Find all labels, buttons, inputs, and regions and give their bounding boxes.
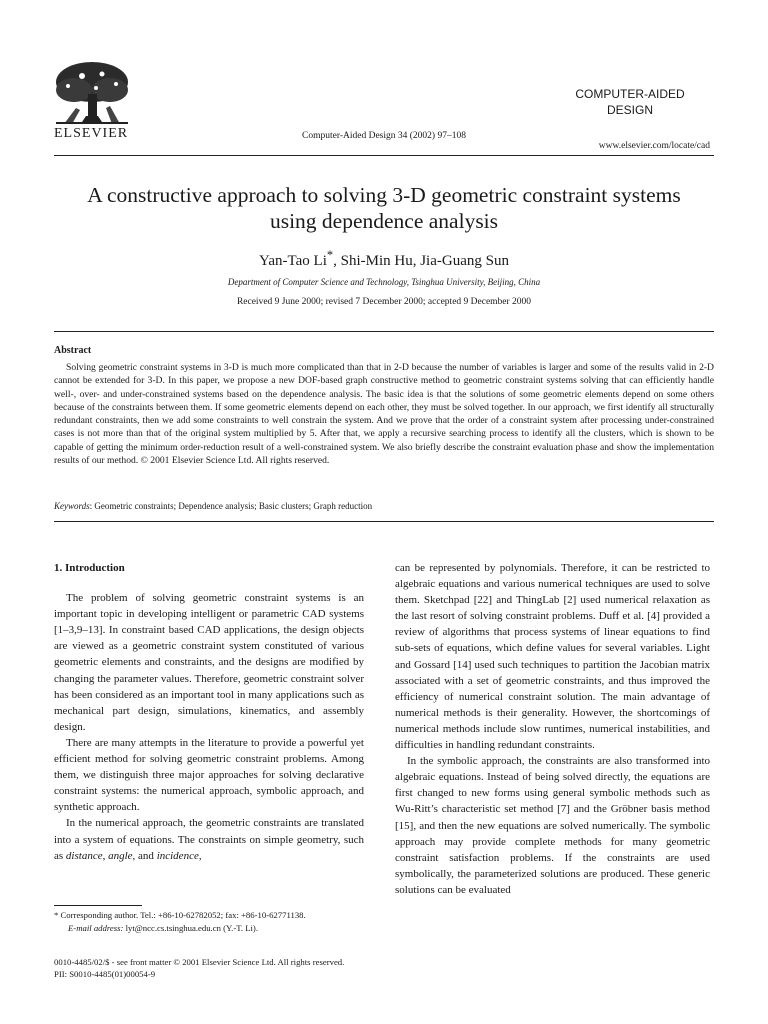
title-line-1: A constructive approach to solving 3-D geometric constraint systems [87,183,681,207]
term-incidence: incidence [156,849,199,862]
abstract-text: Solving geometric constraint systems in 3-D is much more complicated than that in 2-D because the number of variables is larger and some of the results valid in 2-D cannot be extended for 3-D. In this paper, we propose a new DOF-based graph constructive method to geometric constraint systems solving that can efficiently handle well-, over- and under-constrained systems based on the dependence analysis. The basic idea is that the solutions of some geometric elements depend on some others because of the constraints between them. If some geometric elements depend on each other, they must be solved together. In our approach, we first identify all structurally redundant constraints, then we add some constraints to well constrain the system. And we prove that the order of a constraint system after processing under-constrained cases is not more than that of the original system multiplied by 5. After that, we apply a recursive searching process to identify all the clusters, which is shown to be capable of getting the minimum order-reduction result of a well-constrained system. We also briefly describe the constraint evaluation phase and show the implementation results of our method. © 2001 Elsevier Science Ltd. All rights reserved. [54,362,714,467]
keywords-label: Keywords [54,501,90,511]
affiliation: Department of Computer Science and Technology, Tsinghua University, Beijing, China [227,277,541,287]
paragraph: There are many attempts in the literature to provide a powerful yet efficient method for solving geometric constraint problems. Among them, we distinguish three major approaches for solving declarative constraint systems: the numerical approach, symbolic approach, and synthetic approach. [54,736,364,814]
journal-name-line-2: DESIGN [606,103,653,117]
author-first: Yan-Tao Li [259,253,327,269]
separator: , [198,849,202,862]
paragraph [54,815,364,863]
abstract-heading: Abstract [54,345,92,356]
author-list [0,248,768,270]
term-distance: distance [65,849,103,862]
front-matter-info [54,956,344,980]
footnote-email [54,922,364,935]
footnote-contact: * Corresponding author. Tel.: +86-10-62782052; fax: +86-10-62771138. [54,910,306,920]
header-divider [54,155,714,156]
term-angle: angle [108,849,133,862]
separator: , [102,849,109,862]
footnote [54,909,364,934]
journal-reference: Computer-Aided Design 34 (2002) 97–108 [302,131,466,141]
journal-url[interactable]: www.elsevier.com/locate/cad [598,141,710,151]
separator: , and [132,849,157,862]
keywords-divider [54,521,714,522]
left-column [54,560,364,864]
title-line-2: using dependence analysis [269,209,499,233]
article-title [54,182,714,234]
journal-name-line-1: COMPUTER-AIDED [575,87,685,101]
paragraph: The problem of solving geometric constraint systems is an important topic in developing intelligent or parametric CAD systems [1–3,9–13]. In constraint based CAD applications, the design objects are viewed as a geometric constraint system constituted of various geometric elements and constraints, and the designs are modified by changing the parameter values. Therefore, geometric constraint solver has been considered as an important tool in many applications such as mechanical part design, simulations, kinematics, and assembly design. [54,592,364,733]
publisher-name: ELSEVIER [54,126,129,141]
paragraph: In the symbolic approach, the constraints are also transformed into algebraic equations. Instead of being solved directly, the equations are first changed to new forms using general symbolic methods such as Wu-Ritt’s characteristic set method [7] and the Gröbner basis method [15], and then the new equations are solved numerically. The symbolic approach may provide complete methods for many geometric constraint satisfaction problems. If the constraints are used symbolically, the parameterized solutions are produced. These generic solutions can be evaluated [395,755,710,896]
received-dates: Received 9 June 2000; revised 7 December 2000; accepted 9 December 2000 [236,297,532,307]
email-address[interactable]: lyt@ncc.cs.tsinghua.edu.cn (Y.-T. Li). [123,922,258,933]
footnote-divider [54,905,142,906]
keywords-list: : Geometric constraints; Dependence analysis; Basic clusters; Graph reduction [89,501,373,511]
copyright-line: 0010-4485/02/$ - see front matter © 2001 Elsevier Science Ltd. All rights reserved. [54,957,345,967]
keywords [54,501,372,511]
journal-name [550,86,710,118]
paragraph: can be represented by polynomials. Therefore, it can be restricted to algebraic equations and various numerical techniques are used to solve them. Sketchpad [22] and ThingLab [2] used numerical relaxation as the last resort of solving constraint problems. Duff et al. [4] provided a review of algorithms that process systems of linear equations to find sub-sets of equations, which define values for several variables. Light and Gossard [14] used such techniques to partition the Jacobian matrix associated with a set of geometric constraints, and thus improved the efficiency of numerical constraint solution. The main advantage of numerical methods is their generality. However, the shortcomings of numerical methods include slow runtimes, numerical instabilities, and difficulties in handling redundant constraints. [395,562,710,752]
paragraph-text: In the numerical approach, the geometric constraints are translated into a system of equations. The constraints on simple geometry, such as [54,817,364,862]
email-label: E-mail address: [68,922,124,933]
section-heading: 1. Introduction [54,562,125,574]
right-column [395,560,710,898]
abstract-divider [54,331,714,332]
author-rest: , Shi-Min Hu, Jia-Guang Sun [333,253,509,269]
corresponding-author-mark[interactable]: * [326,248,334,262]
pii-line: PII: S0010-4485(01)00054-9 [54,969,156,979]
